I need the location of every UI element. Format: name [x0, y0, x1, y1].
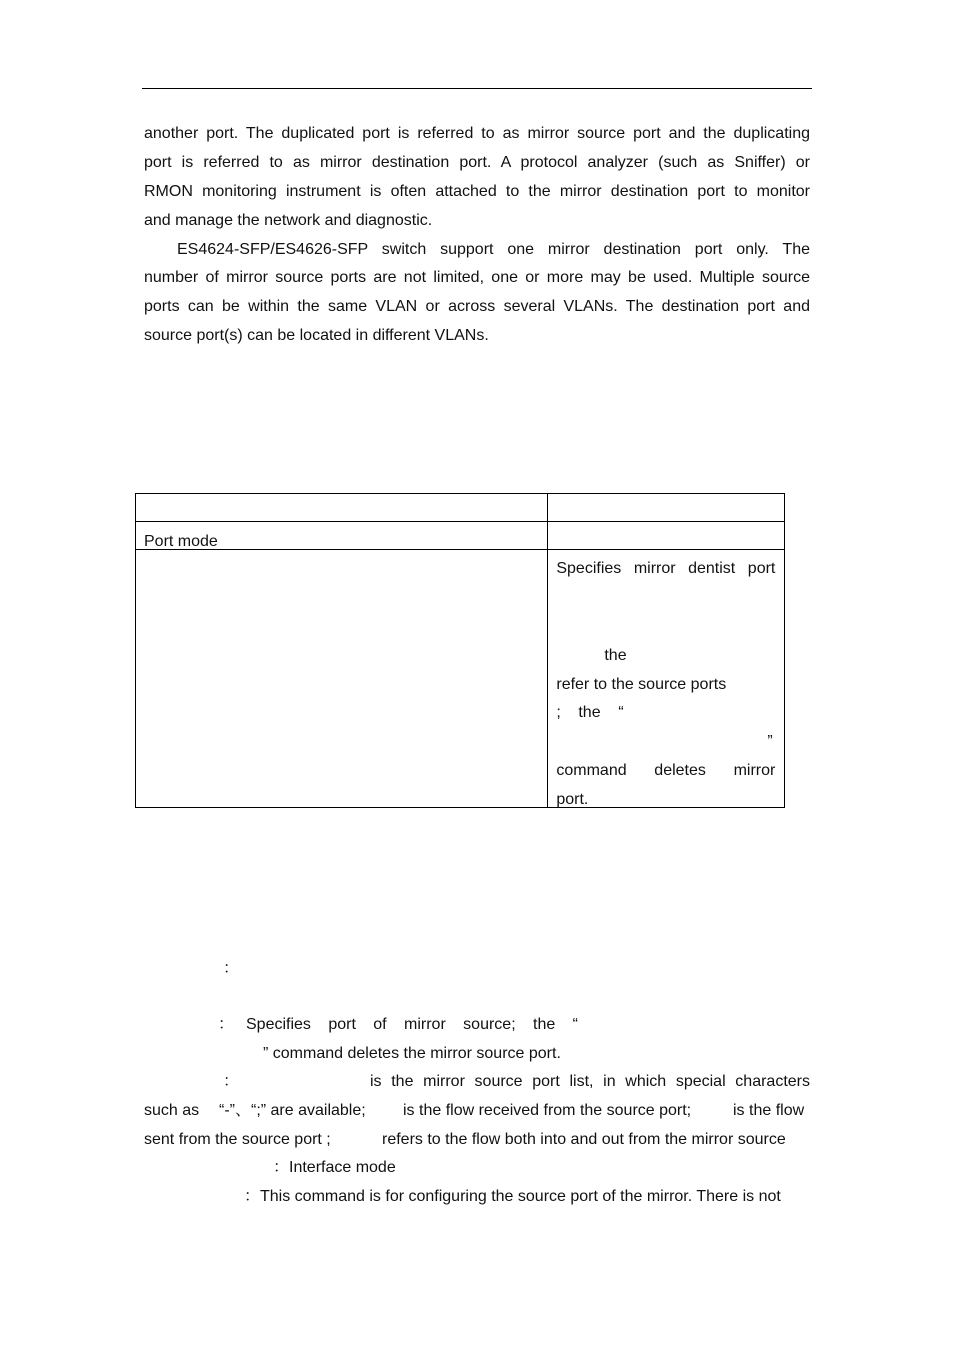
parameter-text: is the mirror source port list, in which special characters [370, 1073, 810, 1090]
mode-label: Port mode [144, 533, 218, 550]
table-row [136, 494, 785, 522]
table-cell [548, 494, 785, 522]
body-line-1: another port. The duplicated port is referred to as mirror source port and the duplicating [144, 125, 810, 142]
desc-line-4b: the [578, 704, 601, 721]
desc-line-4c: “ [618, 704, 624, 721]
desc-line-4a: ; [556, 704, 561, 721]
function-colon: ： [218, 1016, 235, 1033]
command-mode-line: ：Interface mode [273, 1159, 396, 1176]
parameter-colon: ： [223, 1073, 240, 1090]
parameter-line-2a: such as [144, 1102, 200, 1119]
table-cell [136, 494, 548, 522]
header-rule [142, 88, 812, 89]
syntax-colon: ： [223, 960, 240, 977]
parameter-line-2d: is the flow [733, 1102, 805, 1119]
desc-line-3: refer to the source ports [556, 676, 727, 693]
parameter-line-3a: sent from the source port ; [144, 1131, 331, 1148]
desc-line-2: the [604, 647, 627, 664]
body-line-6: number of mirror source ports are not limited, one or more may be used. Multiple source [144, 269, 810, 286]
parameter-line-3b: refers to the flow both into and out from the mirror source [382, 1131, 786, 1148]
function-text-2: ” command deletes the mirror source port. [263, 1045, 561, 1062]
table-row [136, 522, 785, 550]
body-line-7: ports can be within the same VLAN or across several VLANs. The destination port and [144, 298, 810, 315]
function-text: Specifies port of mirror source; the “ [246, 1016, 578, 1033]
parameter-line-2b: “-”、“;” are available; [219, 1102, 366, 1119]
table-cell [136, 550, 548, 808]
body-line-8: source port(s) can be located in different VLANs. [144, 327, 489, 344]
command-table [135, 493, 785, 808]
body-line-4: and manage the network and diagnostic. [144, 212, 433, 229]
usage-guide-line: ：This command is for configuring the source port of the mirror. There is not [244, 1188, 781, 1205]
table-cell [136, 522, 548, 550]
desc-line-1: Specifies mirror dentist port [556, 560, 776, 577]
body-line-5: ES4624-SFP/ES4626-SFP switch support one mirror destination port only. The [177, 241, 810, 258]
body-line-2: port is referred to as mirror destination port. A protocol analyzer (such as Sniffer) or [144, 154, 810, 171]
table-cell [548, 522, 785, 550]
desc-line-7: port. [556, 791, 589, 808]
table-row [136, 550, 785, 808]
table-cell-description [548, 550, 785, 808]
body-line-3: RMON monitoring instrument is often attached to the mirror destination port to monitor [144, 183, 810, 200]
parameter-line-2c: is the flow received from the source port; [403, 1102, 692, 1119]
desc-line-5: ” [767, 733, 773, 750]
desc-line-6: command deletes mirror [556, 762, 776, 779]
